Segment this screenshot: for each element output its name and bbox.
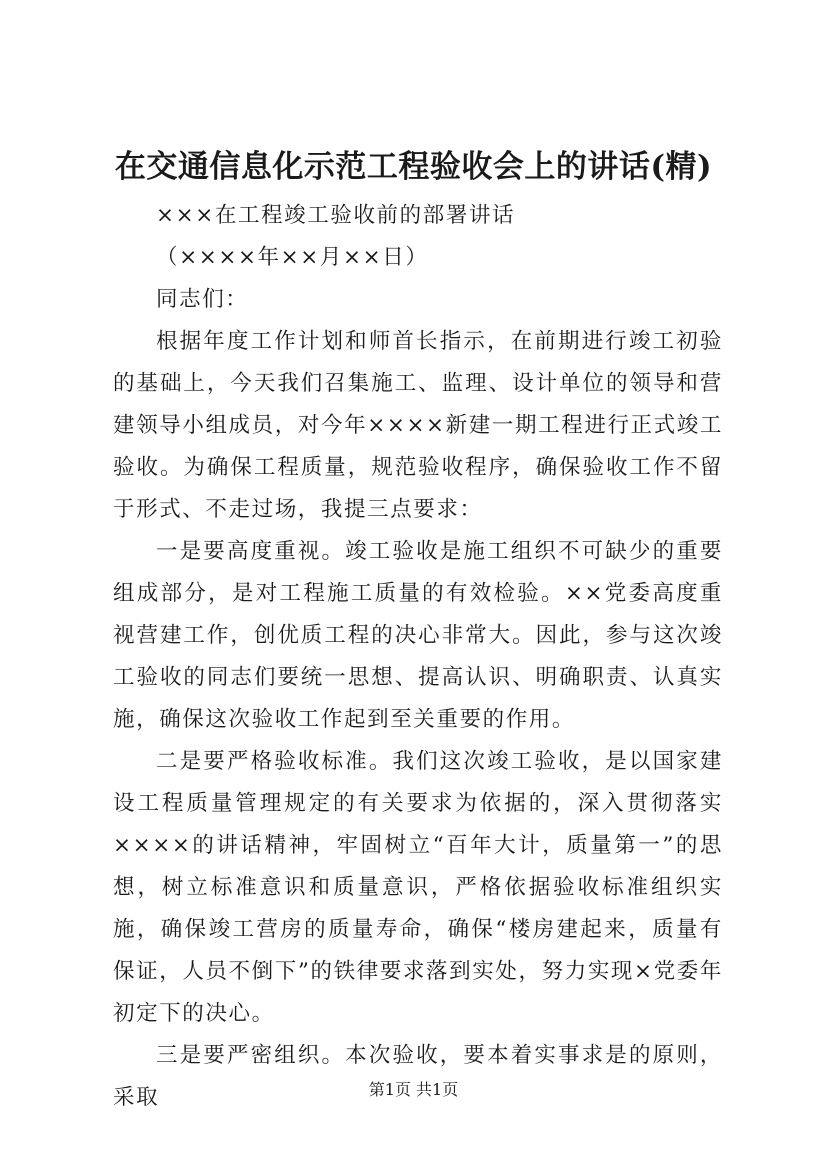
paragraph-date: （××××年××月××日） [156,245,429,270]
paragraph-salutation: 同志们： [156,287,249,312]
paragraph-intro: 根据年度工作计划和师首长指示，在前期进行竣工初验的基础上，今天我们召集施工、监理、设计单位的领导和营建领导小组成员，对今年××××新建一期工程进行正式竣工验收。为确保工程质量，规范验收程序，确保验收工作不留于形式、不走过场，我提三点要求： [113,329,723,522]
page-footer: 第1页 共1页 [368,1080,459,1099]
paragraph-subtitle: ×××在工程竣工验收前的部署讲话 [156,203,516,228]
paragraph-point-2: 二是要严格验收标准。我们这次竣工验收，是以国家建设工程质量管理规定的有关要求为依据的，深入贯彻落实××××的讲话精神，牢固树立“百年大计，质量第一”的思想，树立标准意识和质量意识，严格依据验收标准组织实施，确保竣工营房的质量寿命，确保“楼房建起来，质量有保证，人员不倒下”的铁律要求落到实处，努力实现×党委年初定下的决心。 [113,749,723,1026]
paragraph-point-1: 一是要高度重视。竣工验收是施工组织不可缺少的重要组成部分，是对工程施工质量的有效检验。××党委高度重视营建工作，创优质工程的决心非常大。因此，参与这次竣工验收的同志们要统一思想、提高认识、明确职责、认真实施，确保这次验收工作起到至关重要的作用。 [113,539,723,732]
paragraph-point-3: 三是要严密组织。本次验收，要本着实事求是的原则，采取 [113,1043,723,1110]
document-body [113,195,723,1119]
document-title: 在交通信息化示范工程验收会上的讲话(精) [114,149,713,185]
